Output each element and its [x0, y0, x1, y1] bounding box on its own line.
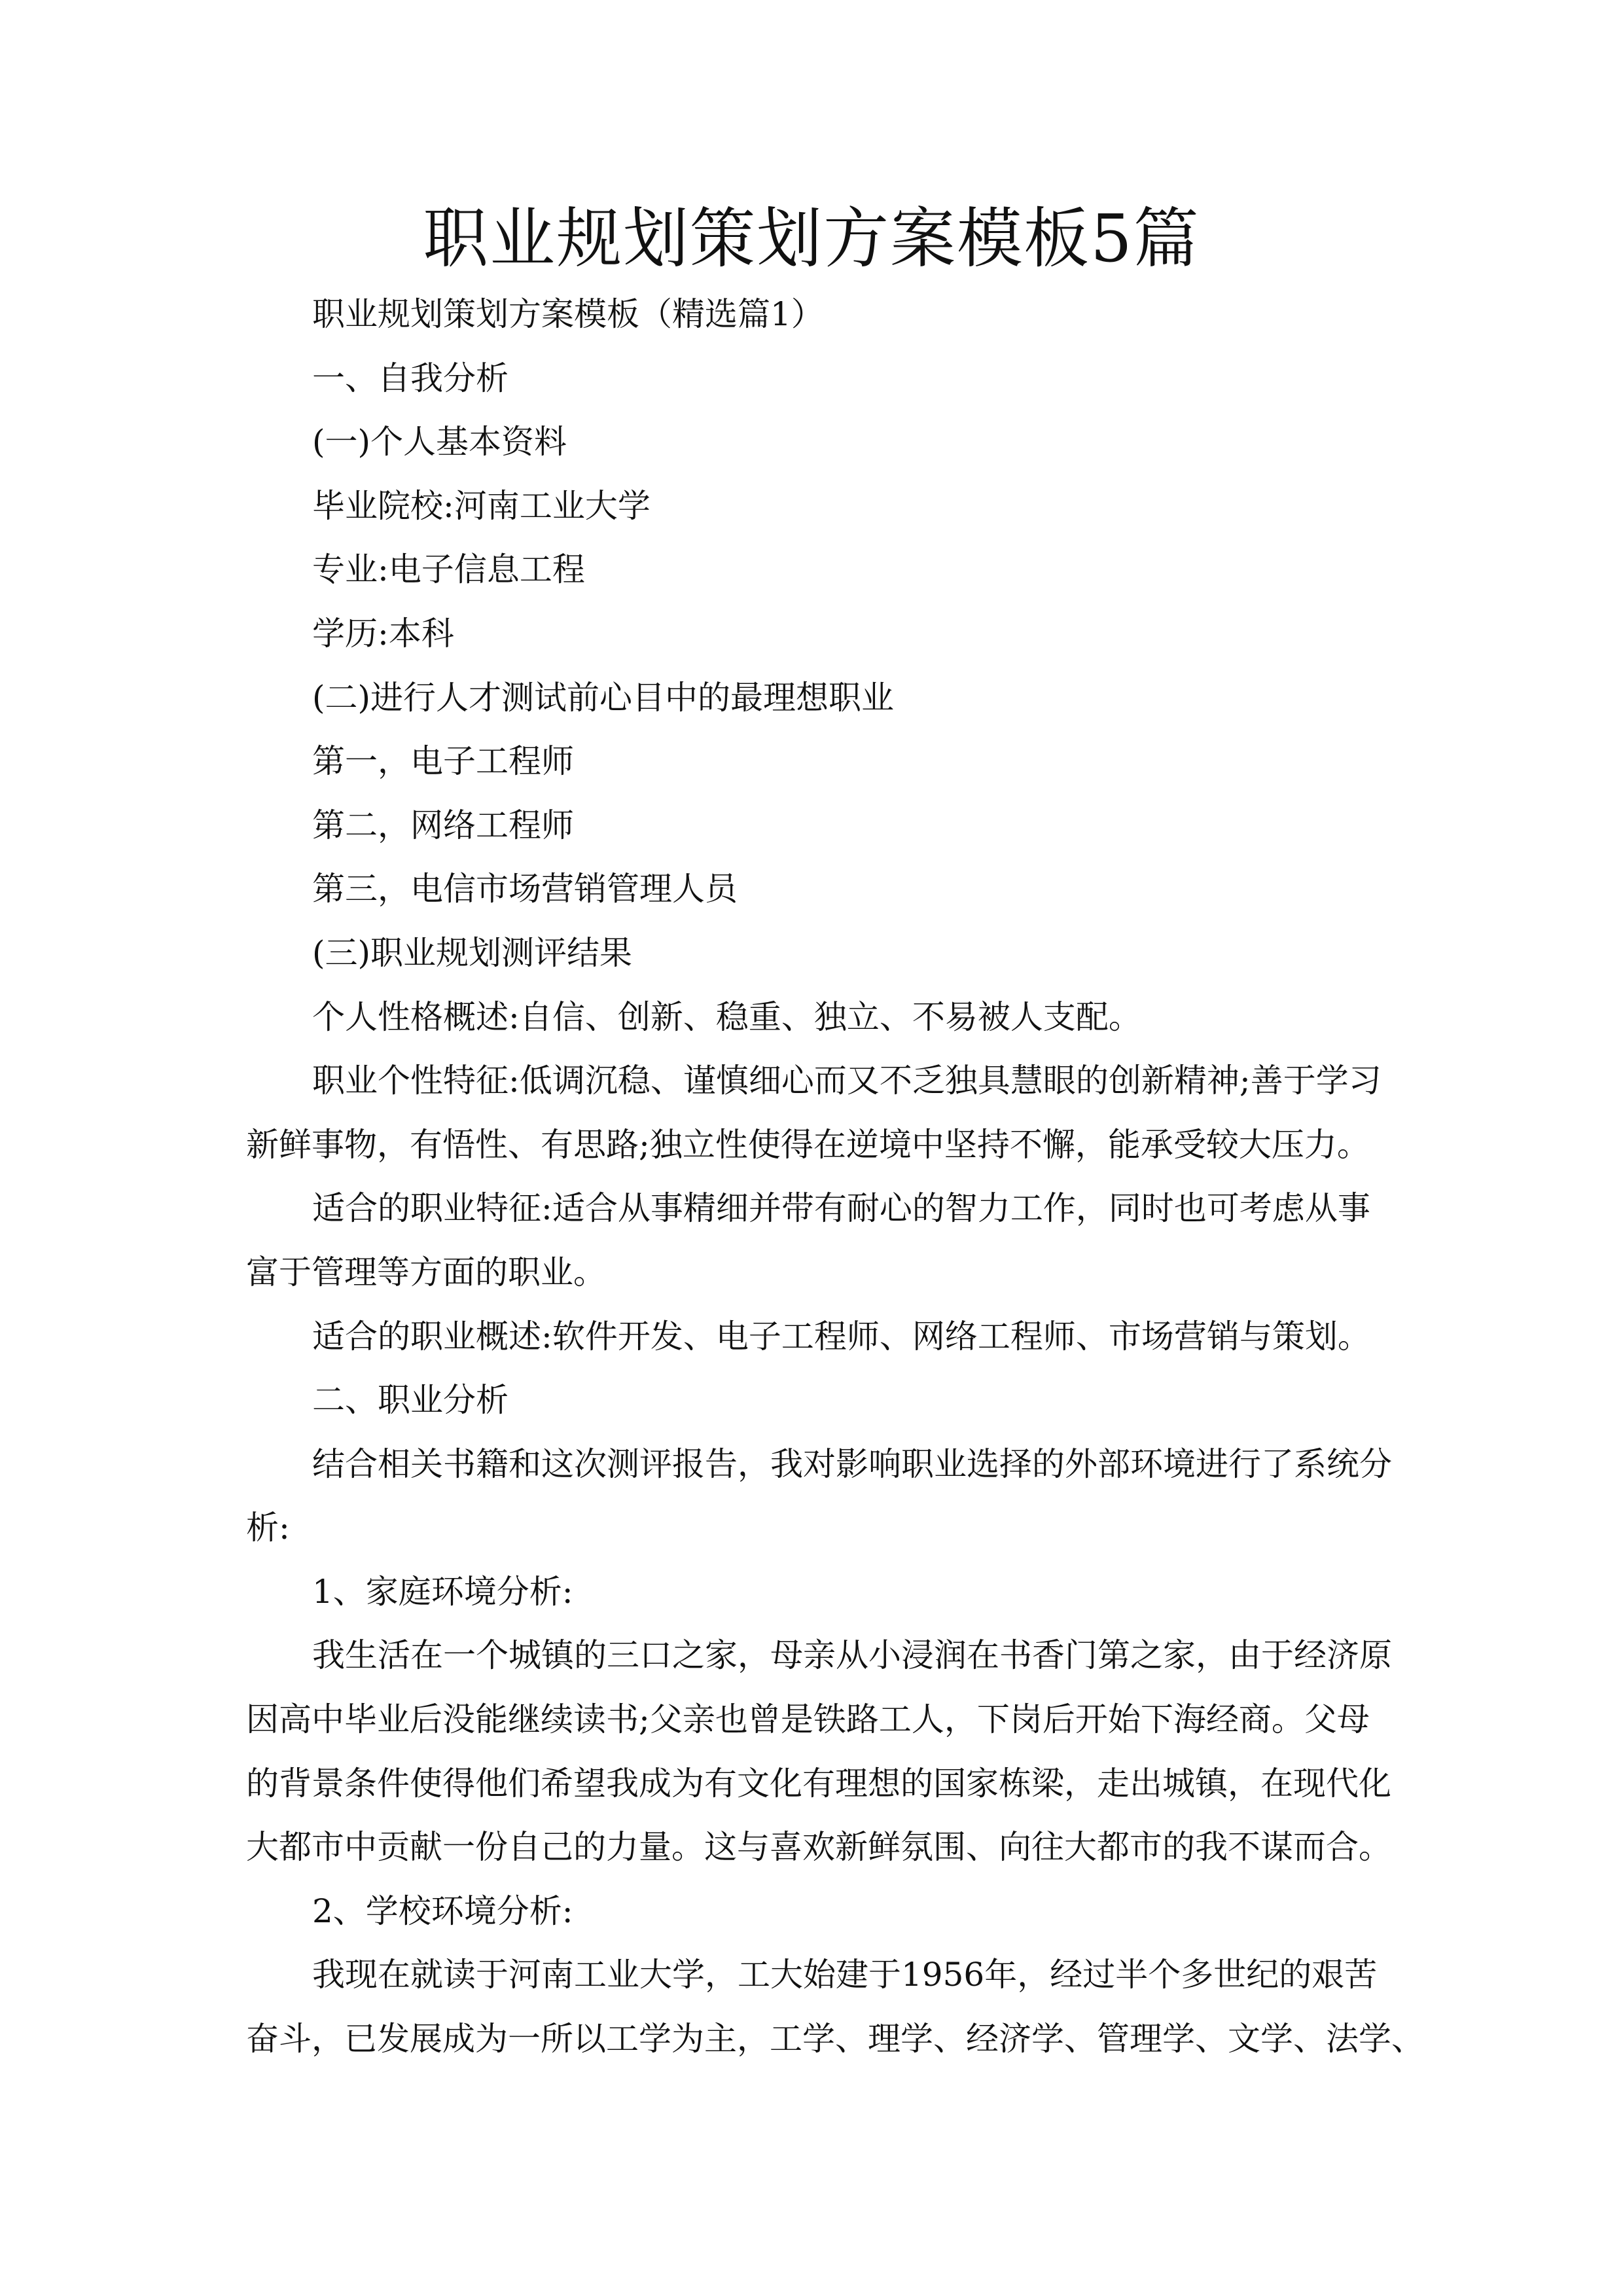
- text-line: 适合的职业概述:软件开发、电子工程师、网络工程师、市场营销与策划。: [312, 1317, 1370, 1355]
- document-title: 职业规划策划方案模板5篇: [423, 200, 1200, 277]
- text-line: 结合相关书籍和这次测评报告，我对影响职业选择的外部环境进行了系统分: [312, 1444, 1392, 1483]
- text-line: 因高中毕业后没能继续读书;父亲也曾是铁路工人，下岗后开始下海经商。父母: [246, 1700, 1370, 1739]
- section-heading: 职业规划策划方案模板（精选篇1）: [312, 295, 824, 333]
- text-line: 第一，电子工程师: [312, 742, 574, 781]
- text-line: 我现在就读于河南工业大学，工大始建于1956年，经过半个多世纪的艰苦: [312, 1956, 1378, 1994]
- subheading: (三)职业规划测评结果: [312, 933, 633, 972]
- text-line: 毕业院校:河南工业大学: [312, 486, 651, 525]
- text-line: 的背景条件使得他们希望我成为有文化有理想的国家栋梁，走出城镇，在现代化: [246, 1764, 1391, 1803]
- text-line: 我生活在一个城镇的三口之家，母亲从小浸润在书香门第之家，由于经济原: [312, 1636, 1392, 1675]
- text-line: 大都市中贡献一份自己的力量。这与喜欢新鲜氛围、向往大都市的我不谋而合。: [246, 1828, 1391, 1867]
- heading: 一、自我分析: [312, 359, 508, 397]
- subheading: (二)进行人才测试前心目中的最理想职业: [312, 678, 895, 717]
- text-line: 奋斗，已发展成为一所以工学为主，工学、理学、经济学、管理学、文学、法学、: [246, 2020, 1424, 2058]
- text-line: 富于管理等方面的职业。: [246, 1253, 606, 1291]
- text-line: 新鲜事物，有悟性、有思路;独立性使得在逆境中坚持不懈，能承受较大压力。: [246, 1125, 1370, 1164]
- text-line: 析:: [246, 1509, 290, 1547]
- subheading: 1、家庭环境分析:: [312, 1572, 573, 1611]
- text-line: 第二，网络工程师: [312, 806, 574, 844]
- text-line: 专业:电子信息工程: [312, 550, 585, 589]
- subheading: 2、学校环境分析:: [312, 1892, 573, 1930]
- subheading: (一)个人基本资料: [312, 423, 567, 461]
- text-line: 个人性格概述:自信、创新、稳重、独立、不易被人支配。: [312, 997, 1141, 1036]
- text-line: 适合的职业特征:适合从事精细并带有耐心的智力工作，同时也可考虑从事: [312, 1189, 1370, 1228]
- text-line: 职业个性特征:低调沉稳、谨慎细心而又不乏独具慧眼的创新精神;善于学习: [312, 1062, 1382, 1100]
- heading: 二、职业分析: [312, 1381, 508, 1420]
- text-line: 学历:本科: [312, 614, 454, 653]
- document-body: [246, 283, 1424, 2072]
- text-line: 第三，电信市场营销管理人员: [312, 870, 738, 908]
